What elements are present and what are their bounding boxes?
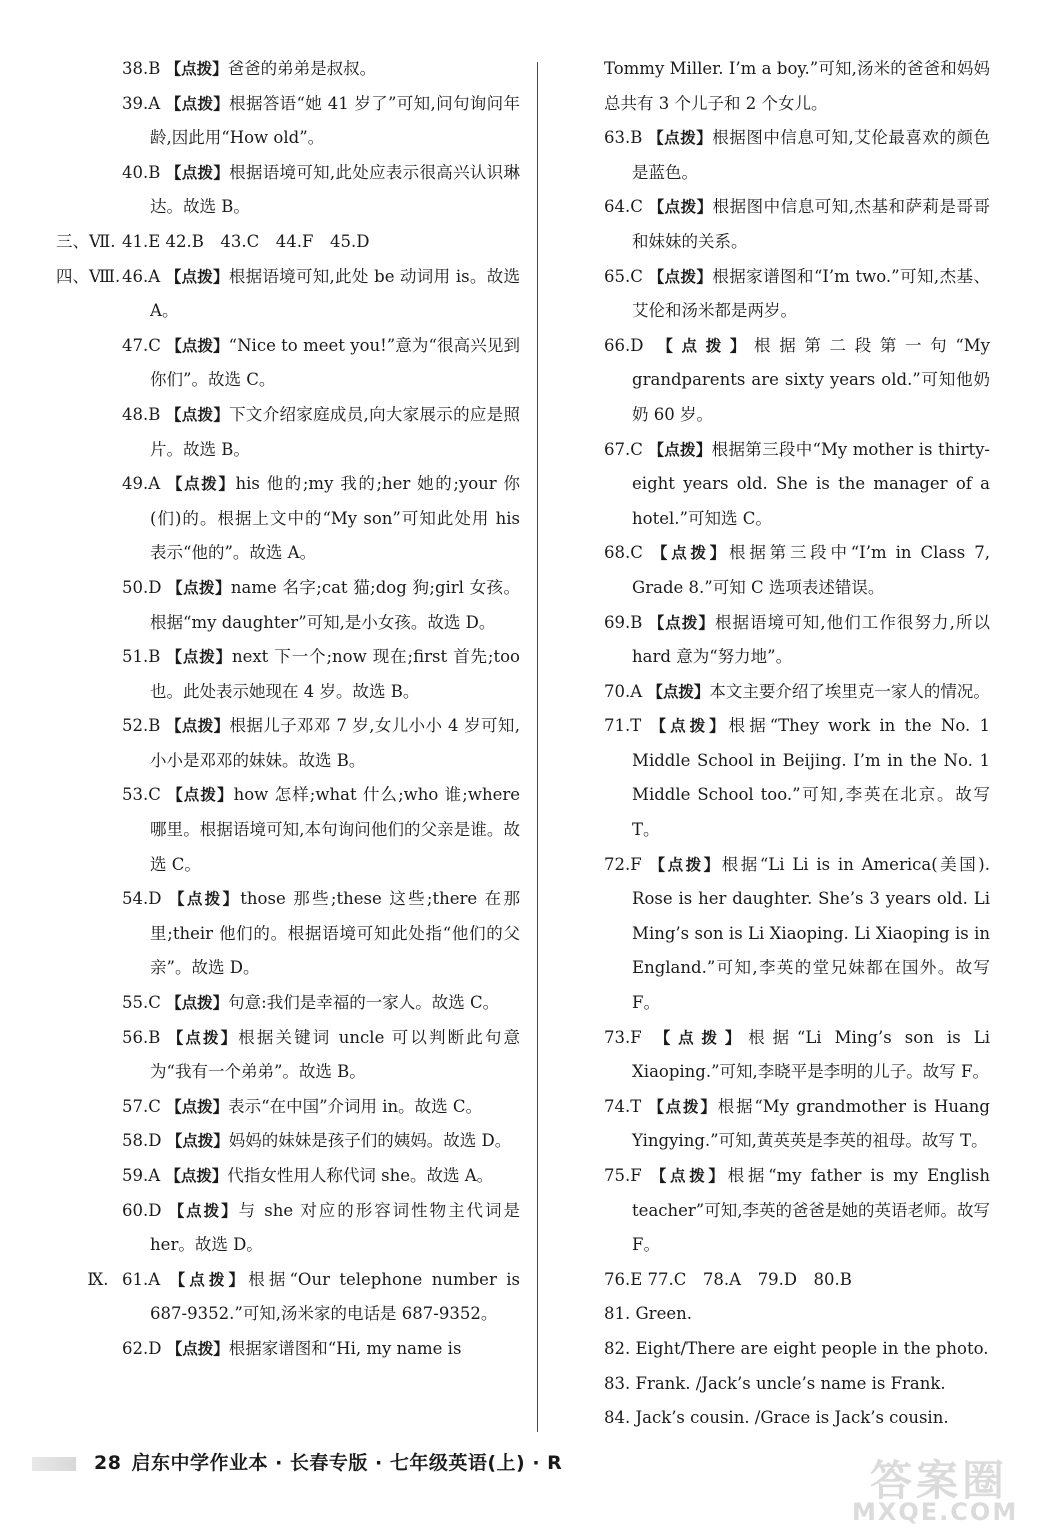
question-number: 54.D bbox=[122, 889, 162, 909]
footer-text bbox=[94, 1448, 562, 1475]
answer-text: 根据语境可知,此处应表示很高兴认识琳达。故选 B。 bbox=[150, 162, 520, 217]
section-prefix: 三、Ⅶ. bbox=[56, 231, 116, 251]
answer-item bbox=[122, 640, 520, 709]
answer-text: his 他的;my 我的;her 她的;your 你(们)的。根据上文中的“My son”可知此处用 his 表示“他的”。故选 A。 bbox=[150, 474, 521, 563]
hint-tag: 【点拨】 bbox=[166, 336, 229, 355]
answer-item bbox=[122, 1124, 520, 1159]
page-number: 28 bbox=[94, 1452, 122, 1474]
answer-item bbox=[604, 1090, 990, 1159]
answer-text: 根据家谱图和“I’m two.”可知,杰基、艾伦和汤米都是两岁。 bbox=[632, 266, 990, 321]
question-number: 39.A bbox=[122, 93, 161, 113]
answer-item bbox=[604, 329, 990, 433]
answer-item bbox=[122, 1194, 520, 1263]
answer-item bbox=[604, 1263, 990, 1298]
answer-text: Frank. /Jack’s uncle’s name is Frank. bbox=[635, 1373, 946, 1393]
answer-text: next 下一个;now 现在;first 首先;too 也。此处表示她现在 4 岁。故选 B。 bbox=[150, 647, 520, 701]
answer-item bbox=[604, 848, 990, 1021]
question-number: 58.D bbox=[122, 1131, 162, 1151]
answer-text: how 怎样;what 什么;who 谁;where 哪里。根据语境可知,本句询问他们的父亲是谁。故选 C。 bbox=[150, 785, 520, 874]
answer-text: 根据图中信息可知,艾伦最喜欢的颜色是蓝色。 bbox=[632, 128, 990, 182]
question-number: 59.A bbox=[122, 1166, 161, 1185]
hint-tag: 【点拨】 bbox=[648, 1097, 718, 1116]
answer-item bbox=[122, 709, 520, 778]
question-number: 65.C bbox=[604, 266, 643, 286]
question-number: 82. bbox=[604, 1338, 631, 1358]
question-number: 52.B bbox=[122, 716, 161, 736]
answer-text: 根据答语“她 41 岁了”可知,问句询问年龄,因此用“How old”。 bbox=[150, 93, 520, 148]
hint-tag: 【点拨】 bbox=[165, 1167, 228, 1185]
hint-tag: 【点拨】 bbox=[165, 60, 228, 78]
hint-tag: 【点拨】 bbox=[648, 440, 712, 459]
hint-tag: 【点拨】 bbox=[166, 648, 232, 667]
question-number: 47.C bbox=[122, 335, 161, 355]
answer-item bbox=[122, 467, 520, 571]
question-number: 74.T bbox=[604, 1096, 642, 1116]
answer-text: 根据第二段第一句“My grandparents are sixty years old.”可知他奶奶 60 岁。 bbox=[632, 335, 990, 424]
answer-item bbox=[604, 1367, 990, 1402]
question-number: 84. bbox=[604, 1408, 631, 1428]
answer-item bbox=[604, 675, 990, 710]
right-answer-column bbox=[604, 52, 990, 1436]
answer-text: 根据语境可知,此处 be 动词用 is。故选 A。 bbox=[150, 266, 520, 321]
answer-text: Jack’s cousin. /Grace is Jack’s cousin. bbox=[635, 1408, 949, 1428]
hint-tag: 【点拨】 bbox=[654, 1028, 749, 1047]
answer-item bbox=[87, 1263, 520, 1332]
answer-item bbox=[604, 52, 990, 121]
column-divider bbox=[537, 62, 538, 1432]
question-number: 60.D bbox=[122, 1200, 162, 1220]
hint-tag: 【点拨】 bbox=[166, 1132, 229, 1151]
answer-item bbox=[604, 1159, 990, 1263]
answer-text: 妈妈的妹妹是孩子们的姨妈。故选 D。 bbox=[228, 1131, 512, 1151]
question-number: 64.C bbox=[604, 197, 643, 217]
answer-text: 下文介绍家庭成员,向大家展示的应是照片。故选 B。 bbox=[150, 404, 520, 459]
section-prefix: 四、Ⅷ. bbox=[56, 266, 121, 286]
hint-tag: 【点拨】 bbox=[166, 1097, 229, 1116]
hint-tag: 【点拨】 bbox=[165, 94, 230, 113]
answer-item bbox=[122, 1090, 520, 1125]
answer-item bbox=[604, 1021, 990, 1090]
question-number: 38.B bbox=[122, 59, 161, 78]
hint-tag: 【点拨】 bbox=[648, 129, 713, 148]
answer-item bbox=[604, 1297, 990, 1332]
question-number: 69.B bbox=[604, 612, 643, 632]
answer-text: 42.B 43.C 44.F 45.D bbox=[165, 231, 370, 251]
question-number: 51.B bbox=[122, 647, 161, 667]
hint-tag: 【点拨】 bbox=[169, 890, 241, 909]
answer-item bbox=[122, 1021, 520, 1090]
question-number: 62.D bbox=[122, 1338, 162, 1358]
question-number: 81. bbox=[604, 1304, 631, 1324]
hint-tag: 【点拨】 bbox=[166, 717, 230, 736]
answer-text: Green. bbox=[635, 1304, 692, 1324]
hint-tag: 【点拨】 bbox=[166, 994, 229, 1013]
answer-item bbox=[122, 882, 520, 986]
hint-tag: 【点拨】 bbox=[167, 578, 231, 597]
answer-text: 根据语境可知,他们工作很努力,所以 hard 意为“努力地”。 bbox=[632, 612, 990, 667]
hint-tag: 【点拨】 bbox=[165, 163, 230, 182]
question-number: 73.F bbox=[604, 1027, 642, 1047]
answer-text: “Nice to meet you!”意为“很高兴见到你们”。故选 C。 bbox=[150, 335, 520, 390]
hint-tag: 【点拨】 bbox=[651, 544, 730, 563]
question-number: 71.T bbox=[604, 716, 642, 736]
answer-item bbox=[122, 1159, 520, 1194]
hint-tag: 【点拨】 bbox=[167, 1028, 239, 1047]
answer-text: 根据关键词 uncle 可以判断此句意为“我有一个弟弟”。故选 B。 bbox=[150, 1027, 520, 1082]
hint-tag: 【点拨】 bbox=[168, 1201, 239, 1220]
answer-item bbox=[122, 1332, 520, 1367]
question-number: 61.A bbox=[122, 1269, 161, 1289]
answer-text: 根据“my father is my English teacher”可知,李英的爸爸是她的英语老师。故写 F。 bbox=[632, 1166, 990, 1255]
question-number: 50.D bbox=[122, 577, 162, 597]
answer-text: name 名字;cat 猫;dog 狗;girl 女孩。根据“my daughter”可知,是小女孩。故选 D。 bbox=[150, 577, 520, 632]
answer-text: 77.C 78.A 79.D 80.B bbox=[647, 1269, 852, 1289]
footer-decor-bar bbox=[32, 1457, 76, 1471]
answer-text: 代指女性用人称代词 she。故选 A。 bbox=[227, 1166, 494, 1185]
answer-text: 根据儿子邓邓 7 岁,女儿小小 4 岁可知,小小是邓邓的妹妹。故选 B。 bbox=[150, 716, 520, 770]
answer-text: 句意:我们是幸福的一家人。故选 C。 bbox=[228, 993, 500, 1013]
hint-tag: 【点拨】 bbox=[647, 682, 710, 701]
question-number: 76.E bbox=[604, 1269, 643, 1289]
hint-tag: 【点拨】 bbox=[165, 405, 230, 424]
hint-tag: 【点拨】 bbox=[648, 198, 713, 217]
book-title: 启东中学作业本 · 长春专版 · 七年级英语(上) · R bbox=[131, 1452, 563, 1474]
answer-item bbox=[604, 433, 990, 537]
question-number: 68.C bbox=[604, 543, 643, 563]
answer-text: 根据家谱图和“Hi, my name is bbox=[228, 1338, 462, 1358]
answer-item bbox=[604, 606, 990, 675]
answer-item bbox=[122, 156, 520, 225]
answer-item bbox=[604, 709, 990, 847]
hint-tag: 【点拨】 bbox=[167, 786, 234, 805]
question-number: 53.C bbox=[122, 785, 161, 805]
question-number: 56.B bbox=[122, 1027, 161, 1047]
watermark-top-text: 答案圈 bbox=[870, 1456, 1009, 1505]
answer-text: Eight/There are eight people in the photo. bbox=[635, 1338, 989, 1358]
answer-text: 表示“在中国”介词用 in。故选 C。 bbox=[228, 1096, 483, 1116]
answer-text: 本文主要介绍了埃里克一家人的情况。 bbox=[709, 681, 990, 701]
question-number: 49.A bbox=[122, 474, 161, 494]
left-answer-column bbox=[56, 52, 521, 1367]
answer-text: 根据“They work in the No. 1 Middle School in Beijing. I’m in the No. 1 Middle School too.”可知,李英在北京。故写 T。 bbox=[632, 716, 990, 840]
answer-item bbox=[122, 398, 520, 467]
answer-item bbox=[122, 571, 520, 640]
hint-tag: 【点拨】 bbox=[648, 267, 713, 286]
answer-text: 根据图中信息可知,杰基和萨莉是哥哥和妹妹的关系。 bbox=[632, 197, 991, 251]
answer-item bbox=[122, 986, 520, 1021]
question-number: 63.B bbox=[604, 128, 643, 148]
hint-tag: 【点拨】 bbox=[648, 613, 715, 632]
answer-item bbox=[604, 260, 990, 329]
question-number: 46.A bbox=[122, 266, 161, 286]
watermark-bottom-text: MXQE.COM bbox=[852, 1498, 1019, 1526]
answer-item bbox=[604, 1401, 990, 1436]
question-number: 83. bbox=[604, 1373, 631, 1393]
question-number: 55.C bbox=[122, 993, 161, 1013]
question-number: 67.C bbox=[604, 439, 643, 459]
hint-tag: 【点拨】 bbox=[169, 1270, 249, 1289]
site-watermark-logo bbox=[840, 1448, 1036, 1532]
hint-tag: 【点拨】 bbox=[165, 267, 229, 286]
hint-tag: 【点拨】 bbox=[650, 717, 729, 736]
question-number: 41.E bbox=[122, 231, 161, 251]
answer-item bbox=[604, 121, 990, 190]
answer-item bbox=[56, 225, 520, 260]
question-number: 66.D bbox=[604, 335, 644, 355]
question-number: 72.F bbox=[604, 854, 642, 874]
question-number: 57.C bbox=[122, 1096, 161, 1116]
hint-tag: 【点拨】 bbox=[649, 855, 722, 874]
answer-text: 根据“My grandmother is Huang Yingying.”可知,黄英英是李英的祖母。故写 T。 bbox=[632, 1096, 990, 1151]
hint-tag: 【点拨】 bbox=[166, 1339, 229, 1358]
answer-item bbox=[122, 329, 520, 398]
hint-tag: 【点拨】 bbox=[167, 475, 236, 494]
answer-text: 根据“Li Li is in America(美国). Rose is her daughter. She’s 3 years old. Li Ming’s son is Li Xiaoping. Li Xiaoping is in England.”可知,李英的堂兄妹都在国外。故写 F。 bbox=[632, 854, 990, 1013]
question-number: 48.B bbox=[122, 404, 161, 424]
hint-tag: 【点拨】 bbox=[650, 1167, 728, 1185]
answer-item bbox=[604, 536, 990, 605]
answer-text: Tommy Miller. I’m a boy.”可知,汤米的爸爸和妈妈总共有 3 个儿子和 2 个女儿。 bbox=[604, 59, 990, 113]
answer-text: 根据第三段中“I’m in Class 7, Grade 8.”可知 C 选项表述错误。 bbox=[632, 543, 990, 597]
question-number: 40.B bbox=[122, 162, 161, 182]
answer-item bbox=[56, 260, 520, 329]
answer-item bbox=[604, 1332, 990, 1367]
answer-item bbox=[122, 778, 520, 882]
question-number: 70.A bbox=[604, 681, 643, 701]
answer-text: those 那些;these 这些;there 在那里;their 他们的。根据语境可知此处指“他们的父亲”。故选 D。 bbox=[150, 889, 520, 978]
section-prefix: Ⅸ. bbox=[87, 1269, 109, 1289]
question-number: 75.F bbox=[604, 1166, 642, 1185]
answer-text: 根据第三段中“My mother is thirty-eight years old. She is the manager of a hotel.”可知选 C。 bbox=[632, 439, 990, 528]
answer-text: 与 she 对应的形容词性物主代词是 her。故选 D。 bbox=[150, 1200, 520, 1255]
answer-item bbox=[122, 87, 520, 156]
answer-text: 根据“Our telephone number is 687-9352.”可知,汤米家的电话是 687-9352。 bbox=[150, 1269, 520, 1324]
hint-tag: 【点拨】 bbox=[657, 336, 755, 355]
answer-text: 根据“Li Ming’s son is Li Xiaoping.”可知,李晓平是李明的儿子。故写 F。 bbox=[632, 1027, 990, 1082]
answer-item bbox=[604, 190, 990, 259]
answer-text: 爸爸的弟弟是叔叔。 bbox=[227, 59, 377, 78]
answer-item bbox=[122, 52, 520, 87]
